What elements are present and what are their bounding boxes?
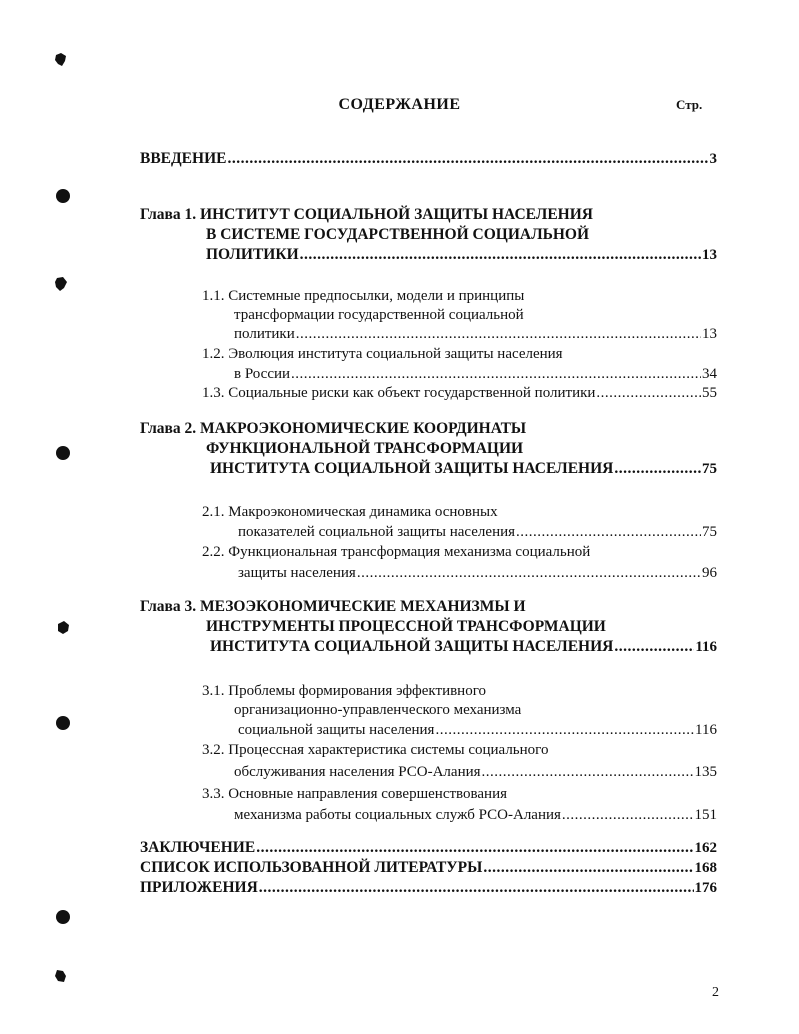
toc-label: ПОЛИТИКИ bbox=[206, 246, 299, 263]
toc-label: механизма работы социальных служб РСО-Алания bbox=[234, 807, 561, 823]
page-number: 2 bbox=[712, 985, 719, 1000]
toc-entry-conclusion[interactable] bbox=[140, 838, 717, 858]
toc-label: СПИСОК ИСПОЛЬЗОВАННОЙ ЛИТЕРАТУРЫ bbox=[140, 859, 483, 876]
toc-entry-section-2-2[interactable] bbox=[238, 563, 717, 583]
page-column-label: Стр. bbox=[676, 97, 703, 112]
toc-label: в России bbox=[234, 366, 291, 382]
toc-page: 13 bbox=[702, 326, 717, 342]
toc-entry-section-3-3[interactable] bbox=[234, 805, 717, 825]
toc-entry-chapter-1[interactable] bbox=[206, 245, 717, 265]
toc-page: 96 bbox=[702, 565, 717, 581]
toc-page: 13 bbox=[702, 247, 717, 263]
dot-leader bbox=[357, 563, 701, 583]
toc-page: 34 bbox=[702, 366, 717, 382]
dot-leader bbox=[256, 838, 693, 858]
toc-label: ПРИЛОЖЕНИЯ bbox=[140, 879, 258, 896]
toc-label: ИНСТИТУТА СОЦИАЛЬНОЙ ЗАЩИТЫ НАСЕЛЕНИЯ bbox=[210, 460, 614, 477]
toc-page: 116 bbox=[695, 639, 717, 655]
binder-hole-icon bbox=[56, 446, 70, 460]
section-1-1-line2: трансформации государственной социальной bbox=[234, 307, 524, 323]
toc-label: показателей социальной защиты населения bbox=[238, 524, 516, 540]
toc-entry-section-3-1[interactable] bbox=[238, 720, 717, 740]
toc-page: 176 bbox=[694, 880, 717, 896]
toc-label: политики bbox=[234, 326, 295, 342]
dot-leader bbox=[291, 364, 701, 384]
chapter-1-title-line1: Глава 1. ИНСТИТУТ СОЦИАЛЬНОЙ ЗАЩИТЫ НАСЕЛЕНИЯ bbox=[140, 206, 593, 223]
toc-page: 3 bbox=[709, 151, 717, 167]
dot-leader bbox=[482, 762, 694, 782]
toc-label: ВВЕДЕНИЕ bbox=[140, 150, 227, 167]
toc-entry-chapter-2[interactable] bbox=[210, 459, 717, 479]
chapter-3-title-line2: ИНСТРУМЕНТЫ ПРОЦЕССНОЙ ТРАНСФОРМАЦИИ bbox=[206, 618, 606, 635]
toc-entry-section-1-2[interactable] bbox=[234, 364, 717, 384]
toc-label: защиты населения bbox=[238, 565, 356, 581]
section-1-1-line1: 1.1. Системные предпосылки, модели и принципы bbox=[202, 288, 525, 304]
page-title: СОДЕРЖАНИЕ bbox=[338, 96, 461, 113]
toc-entry-section-1-3[interactable] bbox=[202, 383, 717, 403]
toc-page: 116 bbox=[695, 722, 717, 738]
toc-page: 75 bbox=[702, 524, 717, 540]
dot-leader bbox=[596, 383, 701, 403]
section-2-1-line1: 2.1. Макроэкономическая динамика основных bbox=[202, 504, 498, 520]
toc-entry-intro[interactable] bbox=[140, 149, 717, 169]
chapter-2-title-line2: ФУНКЦИОНАЛЬНОЙ ТРАНСФОРМАЦИИ bbox=[206, 440, 524, 457]
section-3-3-line1: 3.3. Основные направления совершенствования bbox=[202, 786, 508, 802]
toc-entry-section-3-2[interactable] bbox=[234, 762, 717, 782]
toc-label: обслуживания населения РСО-Алания bbox=[234, 764, 481, 780]
binder-hole-icon bbox=[56, 716, 70, 730]
chapter-1-title-line2: В СИСТЕМЕ ГОСУДАРСТВЕННОЙ СОЦИАЛЬНОЙ bbox=[206, 226, 590, 243]
section-3-2-line1: 3.2. Процессная характеристика системы социального bbox=[202, 742, 549, 758]
toc-page: 168 bbox=[694, 860, 717, 876]
dot-leader bbox=[259, 878, 694, 898]
toc-label: ЗАКЛЮЧЕНИЕ bbox=[140, 839, 256, 856]
toc-page: 135 bbox=[694, 764, 717, 780]
dot-leader bbox=[296, 324, 701, 344]
toc-page: 55 bbox=[702, 385, 717, 401]
toc-label: социальной защиты населения bbox=[238, 722, 435, 738]
toc-entry-section-1-1[interactable] bbox=[234, 324, 717, 344]
scan-mark-icon bbox=[56, 620, 70, 636]
toc-page: 151 bbox=[694, 807, 717, 823]
scan-mark-icon bbox=[54, 52, 68, 68]
toc-page: 75 bbox=[702, 461, 717, 477]
dot-leader bbox=[614, 459, 701, 479]
chapter-3-title-line1: Глава 3. МЕЗОЭКОНОМИЧЕСКИЕ МЕХАНИЗМЫ И bbox=[140, 598, 526, 615]
section-1-2-line1: 1.2. Эволюция института социальной защиты населения bbox=[202, 346, 563, 362]
dot-leader bbox=[516, 522, 701, 542]
dot-leader bbox=[435, 720, 694, 740]
scan-mark-icon bbox=[54, 968, 68, 984]
scan-mark-icon bbox=[54, 276, 68, 292]
dot-leader bbox=[614, 637, 694, 657]
toc-entry-appendix[interactable] bbox=[140, 878, 717, 898]
dot-leader bbox=[227, 149, 708, 169]
toc-entry-references[interactable] bbox=[140, 858, 717, 878]
toc-label: ИНСТИТУТА СОЦИАЛЬНОЙ ЗАЩИТЫ НАСЕЛЕНИЯ bbox=[210, 638, 614, 655]
toc-entry-section-2-1[interactable] bbox=[238, 522, 717, 542]
dot-leader bbox=[562, 805, 694, 825]
section-3-1-line1: 3.1. Проблемы формирования эффективного bbox=[202, 683, 486, 699]
dot-leader bbox=[483, 858, 693, 878]
toc-page: 162 bbox=[694, 840, 717, 856]
binder-hole-icon bbox=[56, 189, 70, 203]
toc-label: 1.3. Социальные риски как объект государственной политики bbox=[202, 385, 596, 401]
toc-entry-chapter-3[interactable] bbox=[210, 637, 717, 657]
dot-leader bbox=[300, 245, 701, 265]
chapter-2-title-line1: Глава 2. МАКРОЭКОНОМИЧЕСКИЕ КООРДИНАТЫ bbox=[140, 420, 527, 437]
section-3-1-line2: организационно-управленческого механизма bbox=[234, 702, 522, 718]
binder-hole-icon bbox=[56, 910, 70, 924]
section-2-2-line1: 2.2. Функциональная трансформация механизма социальной bbox=[202, 544, 591, 560]
